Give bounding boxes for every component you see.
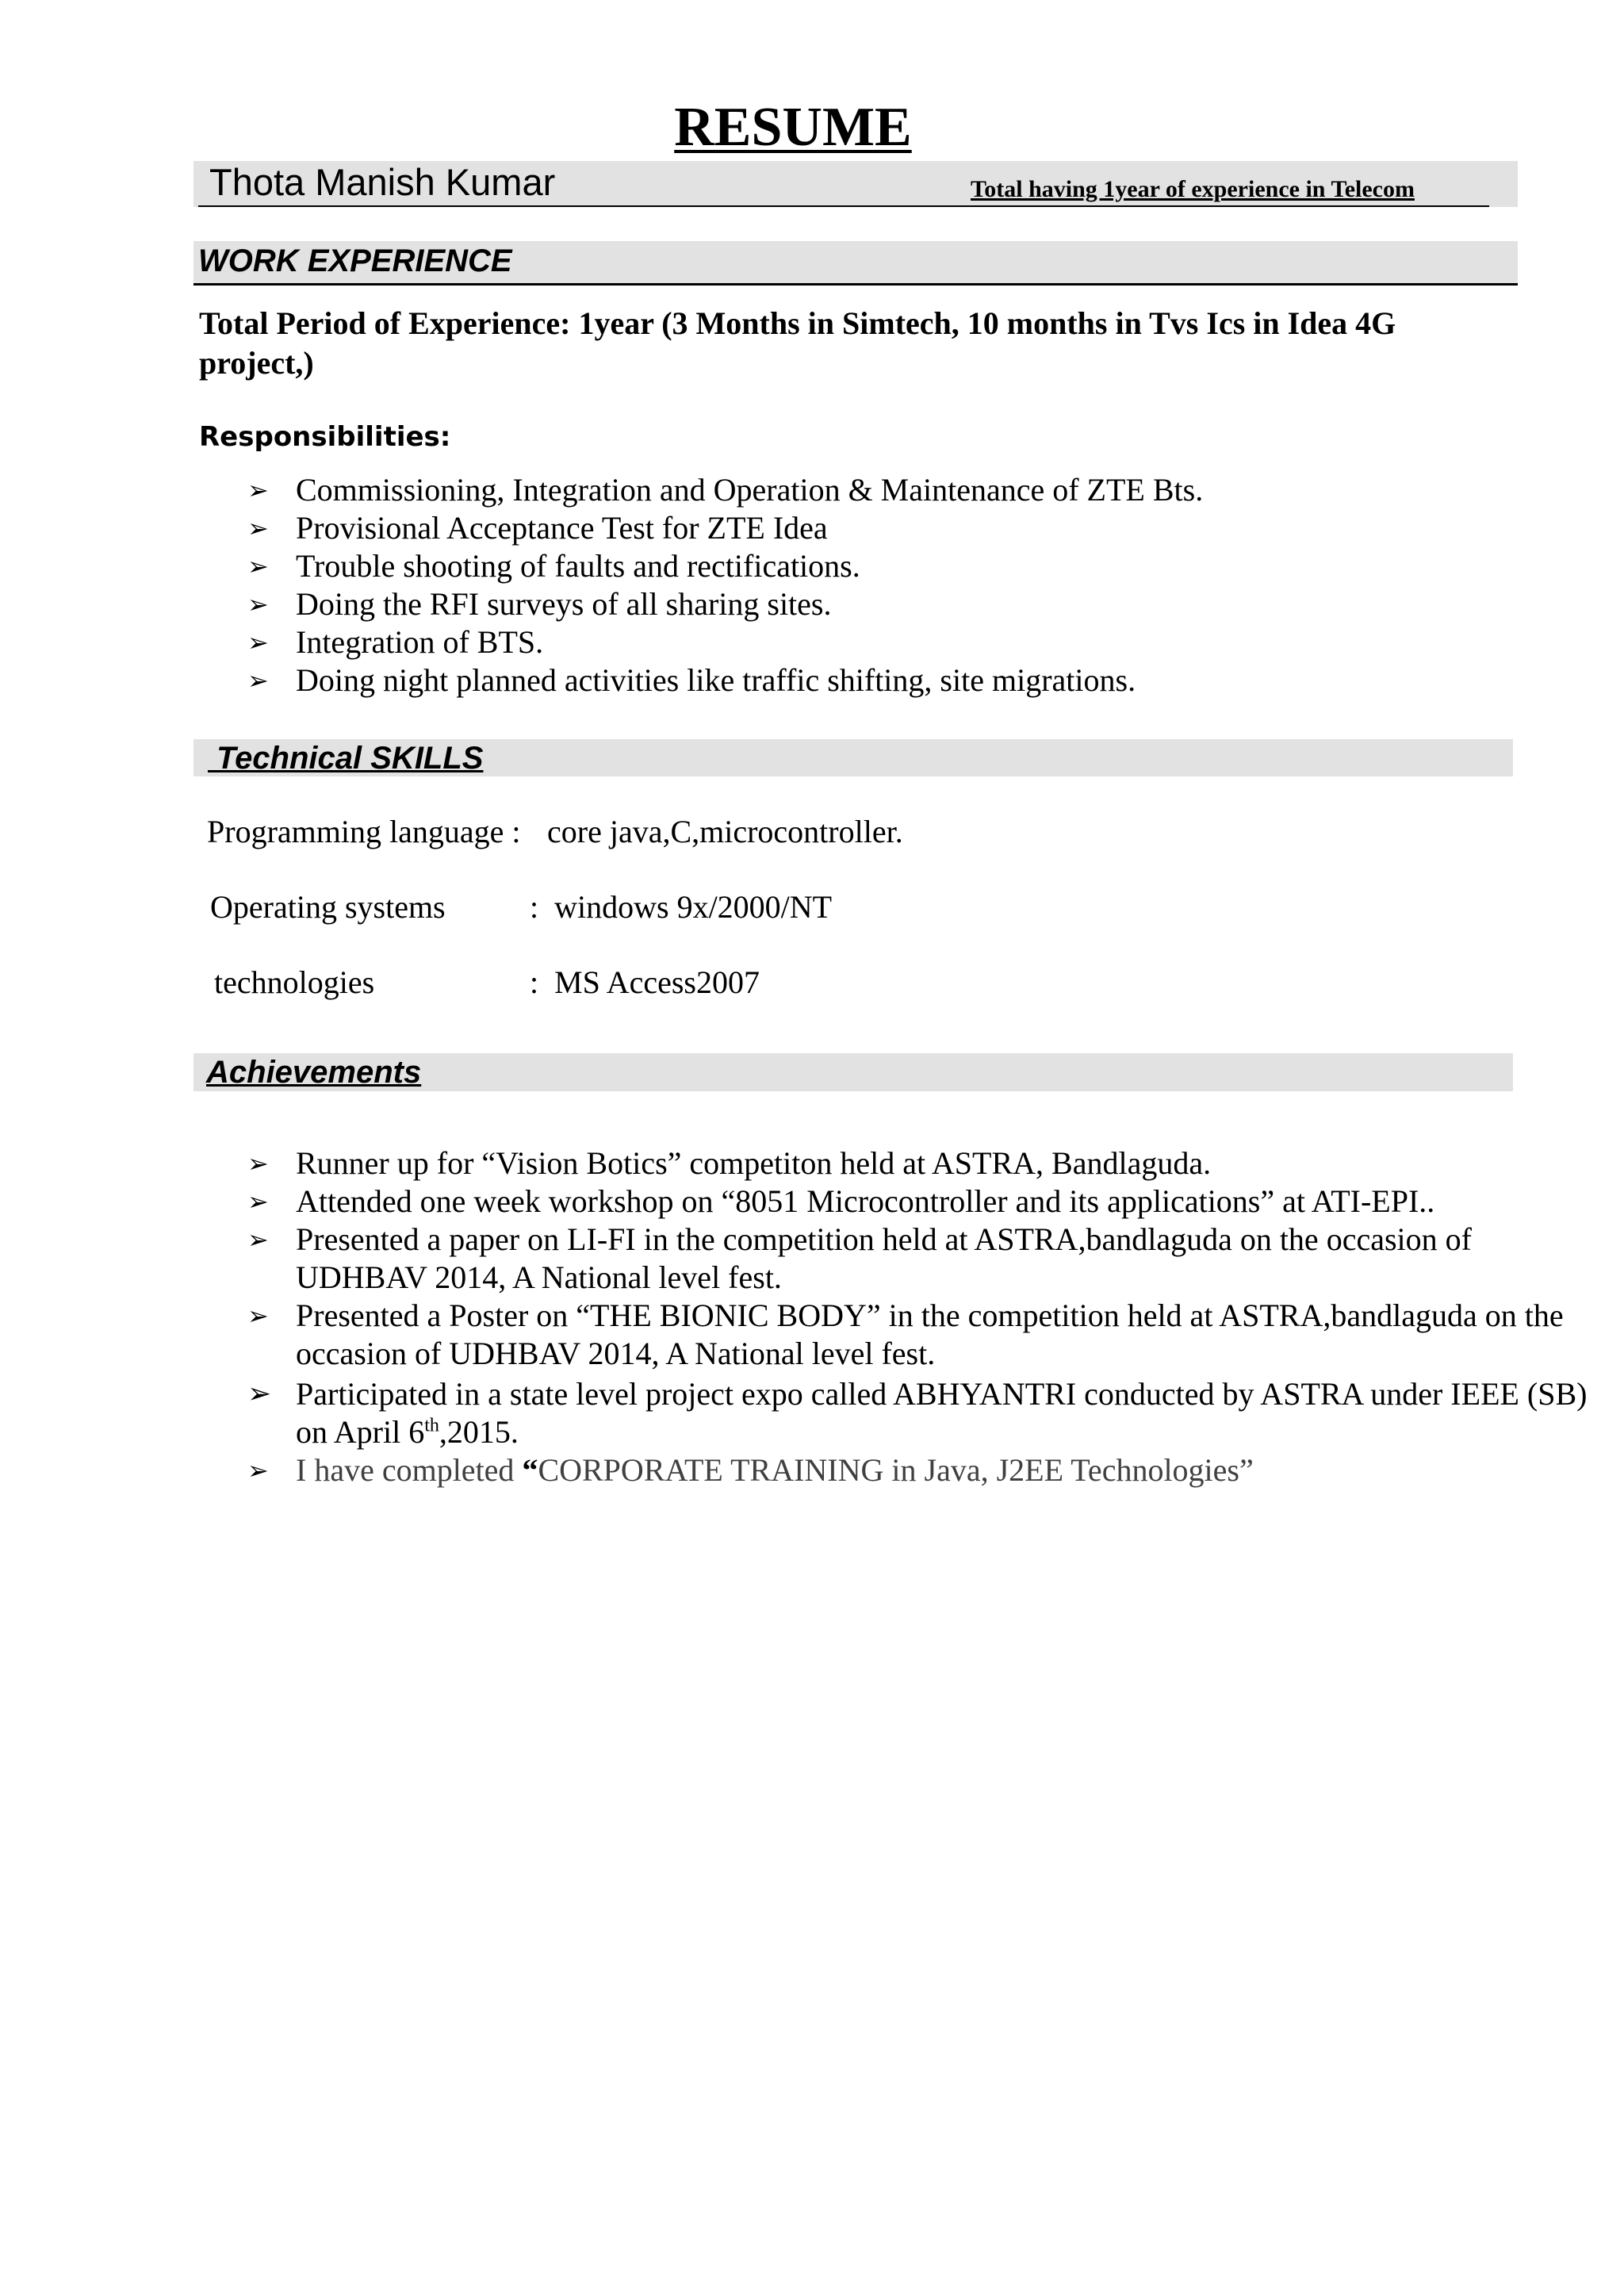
achievements-heading: Achievements (206, 1055, 422, 1090)
arrow-bullet-icon: ➢ (247, 1378, 272, 1410)
arrow-bullet-icon: ➢ (247, 1301, 269, 1331)
arrow-bullet-icon: ➢ (247, 627, 269, 657)
arrow-bullet-icon: ➢ (247, 1148, 269, 1179)
skill-label: Operating systems (210, 889, 446, 925)
resume-title: RESUME (674, 97, 912, 158)
list-item: ➢ Doing the RFI surveys of all sharing sites. (247, 586, 832, 622)
skill-value: : windows 9x/2000/NT (530, 889, 833, 925)
list-item: ➢ Runner up for “Vision Botics” competiton held at ASTRA, Bandlaguda. (247, 1145, 1212, 1181)
arrow-bullet-icon: ➢ (247, 665, 269, 696)
skill-label: Programming language : (207, 814, 521, 849)
arrow-bullet-icon: ➢ (247, 1186, 269, 1217)
list-item: ➢ Integration of BTS. (247, 624, 544, 660)
list-item: ➢ Provisional Acceptance Test for ZTE Idea (247, 510, 828, 546)
section-divider (193, 283, 1518, 286)
list-item: ➢ Presented a Poster on “THE BIONIC BODY” in the competition held at ASTRA,bandlaguda on the occasion of UDHBAV 2014, A National level fest. (247, 1297, 1564, 1371)
achievements-list (198, 1144, 1596, 1489)
arrow-bullet-icon: ➢ (247, 551, 269, 581)
list-item: ➢ Trouble shooting of faults and rectifications. (247, 548, 860, 584)
skill-value: : MS Access2007 (530, 964, 760, 1000)
candidate-name: Thota Manish Kumar (209, 161, 556, 203)
skill-value: core java,C,microcontroller. (547, 814, 903, 849)
skill-label: technologies (214, 964, 375, 1000)
experience-period: Total Period of Experience: 1year (3 Months in Simtech, 10 months in Tvs Ics in Idea 4G project,) (199, 305, 1396, 381)
name-underline (198, 205, 1489, 207)
arrow-bullet-icon: ➢ (247, 475, 269, 505)
list-item: ➢ Attended one week workshop on “8051 Microcontroller and its applications” at ATI-EPI.. (247, 1183, 1435, 1219)
responsibilities-list (198, 471, 1203, 700)
arrow-bullet-icon: ➢ (247, 589, 269, 619)
list-item: ➢ Participated in a state level project expo called ABHYANTRI conducted by ASTRA under IEEE (SB) on April 6th,2015. (247, 1376, 1588, 1450)
work-experience-heading: WORK EXPERIENCE (198, 243, 512, 278)
arrow-bullet-icon: ➢ (247, 1455, 269, 1485)
list-item: ➢ Doing night planned activities like traffic shifting, site migrations. (247, 662, 1136, 698)
experience-summary: Total having 1year of experience in Telecom (971, 176, 1415, 202)
arrow-bullet-icon: ➢ (247, 513, 269, 543)
list-item: ➢ Commissioning, Integration and Operation & Maintenance of ZTE Bts. (247, 472, 1204, 508)
arrow-bullet-icon: ➢ (247, 1225, 269, 1255)
list-item: ➢ Presented a paper on LI-FI in the competition held at ASTRA,bandlaguda on the occasion of UDHBAV 2014, A National level fest. (247, 1221, 1472, 1295)
responsibilities-heading: Responsibilities: (199, 421, 451, 453)
technical-skills-heading: Technical SKILLS (208, 741, 484, 776)
list-item: ➢ I have completed “CORPORATE TRAINING in Java, J2EE Technologies” (247, 1452, 1254, 1488)
